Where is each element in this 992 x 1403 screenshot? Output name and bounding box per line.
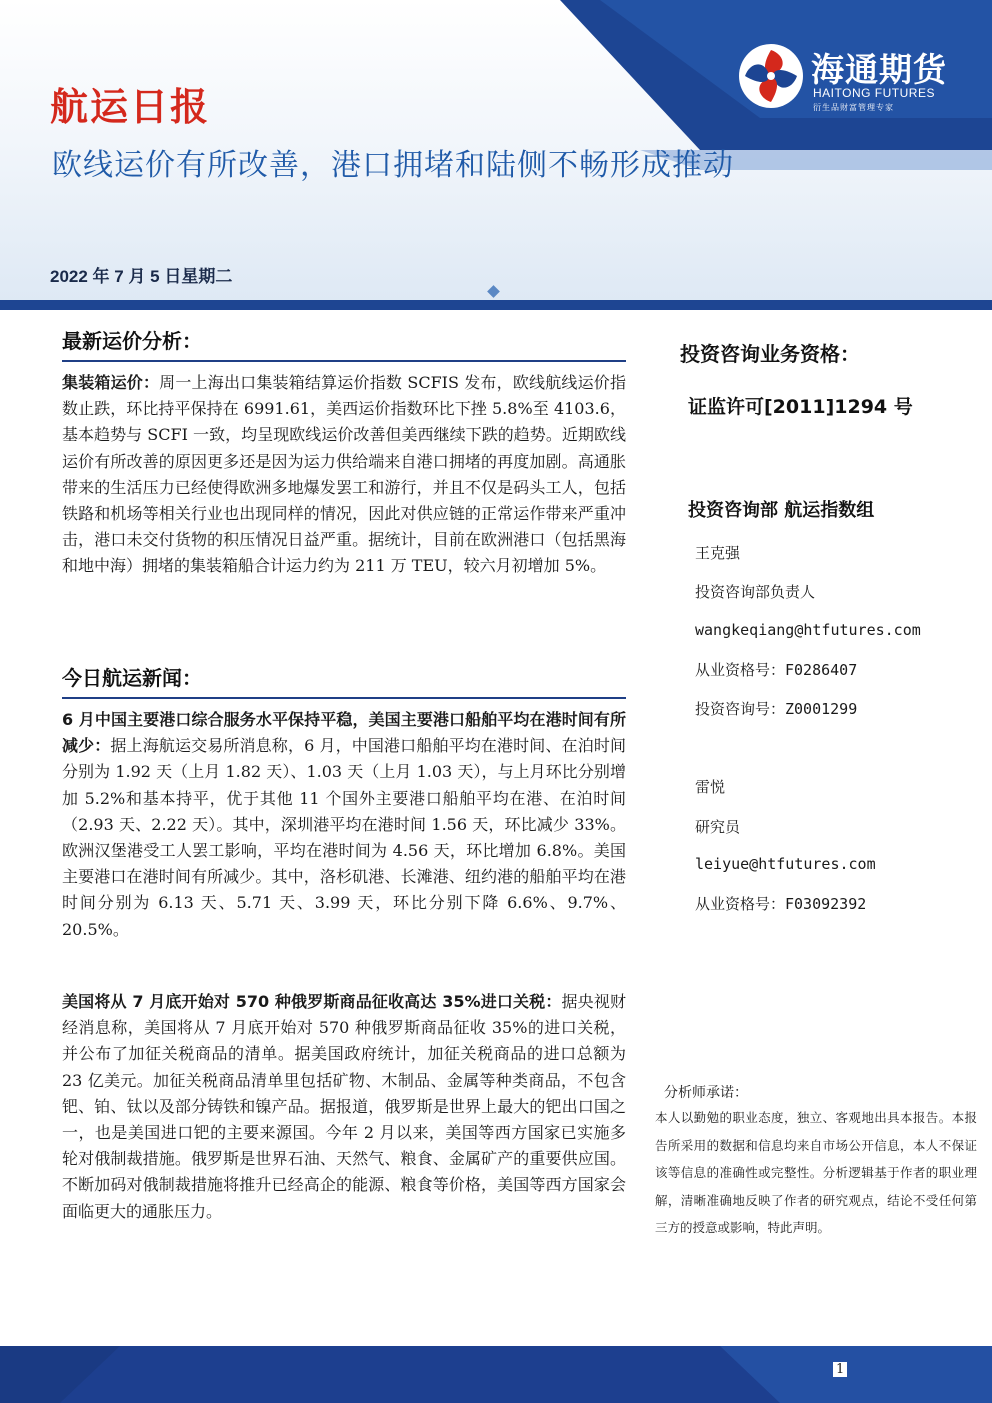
commitment-body: 本人以勤勉的职业态度，独立、客观地出具本报告。本报告所采用的数据和信息均来自市场公开信息，本人不保证该等信息的准确性或完整性。分析逻辑基于作者的职业理解，清晰准确地反映了作者的研究观点，结论不受任何第三方的授意或影响，特此声明。 [655, 1110, 977, 1235]
analyst-2-role: 研究员 [695, 818, 741, 836]
freight-section-title: 最新运价分析： [62, 329, 202, 353]
logo-name-cn: 海通期货 [811, 50, 947, 89]
analyst-2-name: 雷悦 [695, 778, 726, 796]
analyst-1-name: 王克强 [695, 544, 741, 562]
news-item-1 [62, 707, 626, 943]
department-name: 投资咨询部 航运指数组 [688, 500, 875, 521]
freight-analysis-section [62, 325, 626, 580]
report-headline: 欧线运价有所改善，港口拥堵和陆侧不畅形成推动 [52, 148, 734, 183]
report-header [0, 0, 992, 310]
analyst-1-advisory: 投资咨询号：Z0001299 [695, 700, 858, 718]
analyst-1-role: 投资咨询部负责人 [695, 583, 816, 601]
news-item-2-lead: 美国将从 7 月底开始对 570 种俄罗斯商品征收高达 35%进口关税： [62, 992, 562, 1011]
news-item-1-body: 据上海航运交易所消息称，6 月，中国港口船舶平均在港时间、在泊时间分别为 1.92 天（上月 1.82 天）、1.03 天（上月 1.03 天），与上月环比分别增加 5.2%和基本持平，优于其他 11 个国外主要港口船舶平均在港、在泊时间（2.93 天、2.22 天）。其中，深圳港平均在港时间 1.56 天，环比减少 33%。欧洲汉堡港受工人罢工影响，平均在港时间为 4.56 天，环比增加 6.8%。美国主要港口在港时间有所减少。其中，洛杉矶港、长滩港、纽约港的船舶平均在港时间分别为 6.13 天、5.71 天、3.99 天，环比分别下降 6.6%、9.7%、20.5%。 [62, 736, 626, 939]
logo-mark-icon [737, 42, 805, 110]
freight-paragraph [62, 370, 626, 580]
commitment-title: 分析师承诺： [664, 1085, 748, 1101]
freight-lead: 集装箱运价： [62, 373, 160, 392]
page-number: 1 [833, 1362, 847, 1377]
news-item-2 [62, 989, 626, 1225]
section-divider [62, 360, 626, 362]
company-logo [737, 42, 957, 122]
news-item-2-body: 据央视财经消息称，美国将从 7 月底开始对 570 种俄罗斯商品征收 35%的进口关税，并公布了加征关税商品的清单。据美国政府统计，加征关税商品的进口总额为 23 亿美元。加征关税商品清单里包括矿物、木制品、金属等种类商品，不包含钯、铂、钛以及部分铸铁和镍产品。据报道，俄罗斯是世界上最大的钯出口国之一，也是美国进口钯的主要来源国。今年 2 月以来，美国等西方国家已实施多轮对俄制裁措施。俄罗斯是世界石油、天然气、粮食、金属矿产的重要供应国。不断加码对俄制裁措施将推升已经高企的能源、粮食等价格，美国等西方国家会面临更大的通胀压力。 [62, 992, 626, 1221]
license-number: 证监许可[2011]1294 号 [688, 396, 913, 418]
logo-slogan: 衍生品财富管理专家 [813, 103, 894, 112]
report-type: 航运日报 [50, 85, 211, 129]
analyst-2-email[interactable]: leiyue@htfutures.com [695, 855, 876, 873]
news-item-1-lead: 6 月中国主要港口综合服务水平保持平稳，美国主要港口船舶平均在港时间有所减少： [62, 710, 626, 756]
news-section [62, 662, 626, 943]
section-divider [62, 697, 626, 699]
freight-body: 周一上海出口集装箱结算运价指数 SCFIS 发布，欧线航线运价指数止跌，环比持平保持在 6991.61，美西运价指数环比下挫 5.8%至 4103.6，基本趋势与 SCFI 一致，均呈现欧线运价改善但美西继续下跌的趋势。近期欧线运价有所改善的原因更多还是因为运力供给端来自港口拥堵的再度加剧。高通胀带来的生活压力已经使得欧洲多地爆发罢工和游行，并且不仅是码头工人，包括铁路和机场等相关行业也出现同样的情况，因此对供应链的正常运作带来严重冲击，港口未交付货物的积压情况日益严重。据统计，目前在欧洲港口（包括黑海和地中海）拥堵的集装箱船合计运力约为 211 万 TEU，较六月初增加 5%。 [62, 373, 626, 576]
analyst-1-cert: 从业资格号：F0286407 [695, 661, 858, 679]
news-section-title: 今日航运新闻： [62, 666, 202, 690]
analyst-2-cert: 从业资格号：F03092392 [695, 895, 867, 913]
news-item-2-block [62, 989, 626, 1225]
logo-name-en: HAITONG FUTURES [813, 86, 935, 100]
report-date: 2022 年 7 月 5 日星期二 [50, 267, 233, 286]
qualification-title: 投资咨询业务资格： [680, 342, 860, 366]
analyst-1-email[interactable]: wangkeqiang@htfutures.com [695, 621, 921, 639]
